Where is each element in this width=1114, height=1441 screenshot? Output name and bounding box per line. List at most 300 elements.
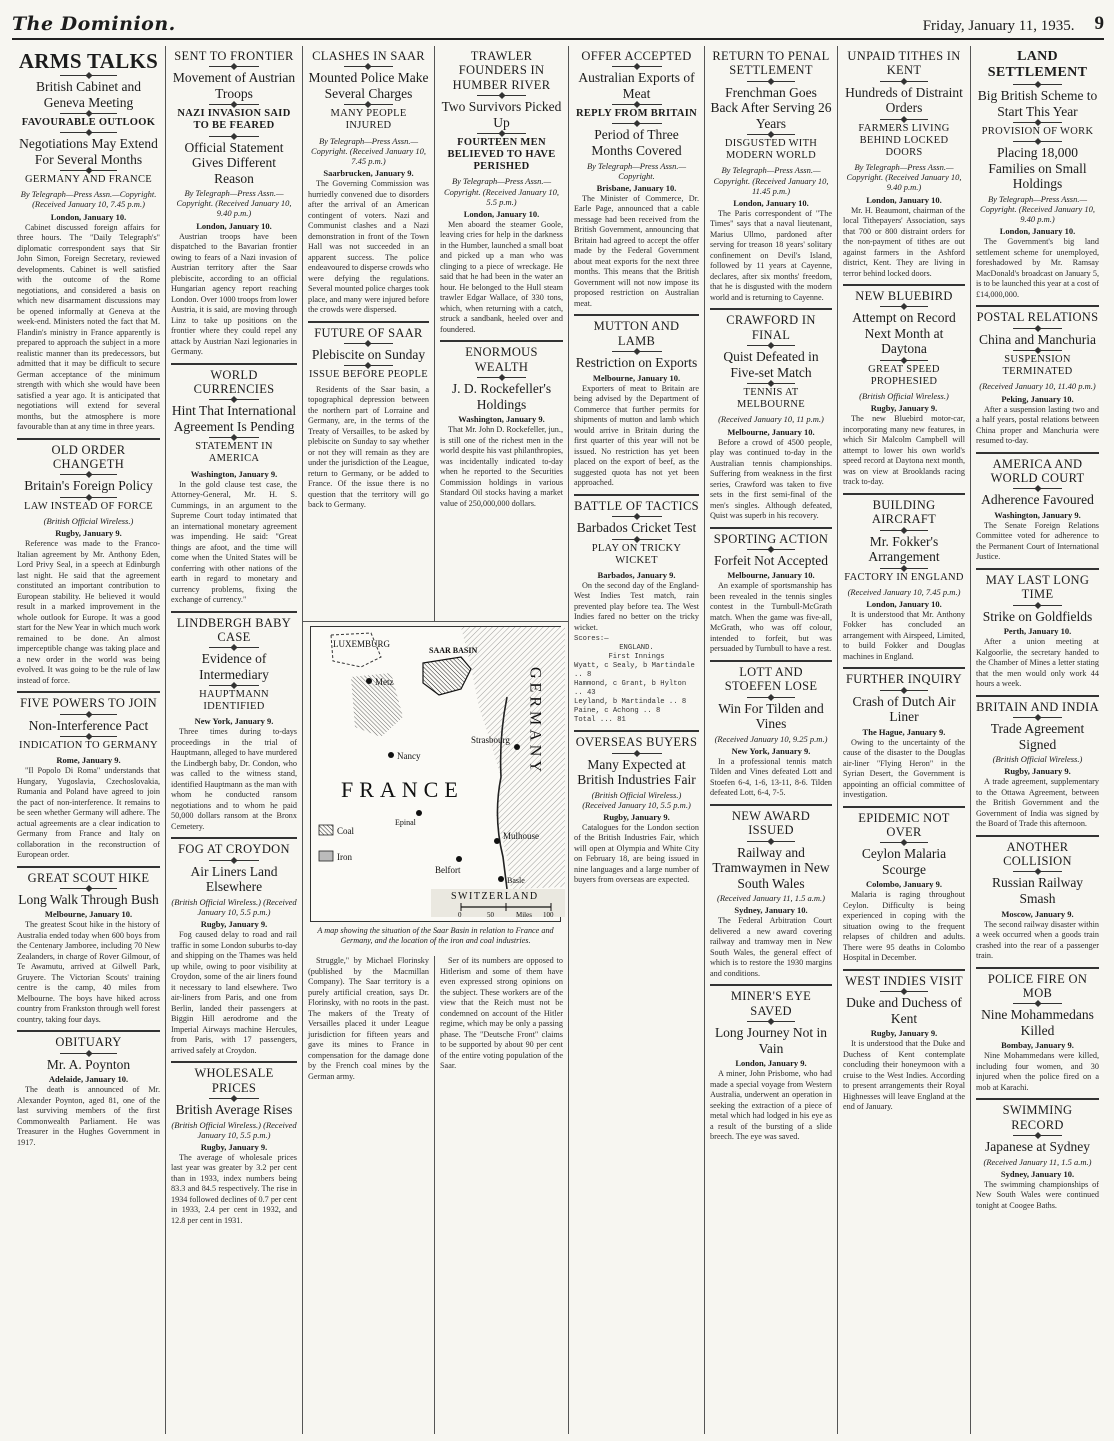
separator	[976, 835, 1099, 837]
column-1	[12, 46, 166, 1434]
masthead	[12, 6, 1104, 40]
subheadline: British Average Rises	[175, 1101, 293, 1117]
credit-line: (Received January 10, 7.45 p.m.)	[847, 586, 961, 597]
divider	[1013, 141, 1062, 142]
deck: DISGUSTED WITH MODERN WORLD	[724, 138, 818, 162]
map-label-switzerland: SWITZERLAND	[451, 891, 539, 902]
article-penal-settlement	[710, 49, 832, 303]
deck: MANY PEOPLE INJURED	[330, 108, 407, 132]
subheadline: Official Statement Gives Different Reason	[184, 139, 284, 186]
divider	[344, 343, 392, 344]
subheadline: Quist Defeated in Five-set Match	[723, 349, 819, 380]
newspaper-columns	[12, 46, 1104, 1434]
article-sporting-action	[710, 532, 832, 655]
deck: NAZI INVASION SAID TO BE FEARED	[177, 108, 291, 132]
separator	[440, 340, 563, 342]
separator	[308, 321, 429, 323]
credit-line: (Received January 10, 11 p.m.)	[718, 414, 824, 425]
score-line: Paine, c Achong .. 8	[574, 707, 661, 716]
deck: PLAY ON TRICKY WICKET	[591, 542, 682, 566]
cricket-scores	[574, 635, 699, 725]
headline: ARMS TALKS	[18, 49, 159, 73]
separator	[17, 438, 160, 440]
page-number: 9	[1094, 13, 1104, 34]
divider	[747, 383, 796, 384]
dateline: Barbados, January 9.	[597, 569, 676, 580]
subheadline: Japanese at Sydney	[985, 1139, 1090, 1155]
divider	[60, 75, 117, 76]
subheadline: Plebiscite on Sunday	[311, 346, 426, 362]
subheadline: Restriction on Exports	[575, 355, 698, 371]
map-label-nancy: Nancy	[397, 751, 421, 761]
credit-line: By Telegraph—Press Assn.—Copyright. (Received January 10, 9.40 p.m.)	[846, 161, 962, 193]
credit-line: (Received January 11, 1.5 a.m.)	[983, 1156, 1092, 1167]
article-postal-relations	[976, 310, 1099, 446]
subheadline: Mr. A. Poynton	[46, 1056, 131, 1072]
dateline: London, January 10.	[999, 226, 1076, 237]
separator	[976, 305, 1099, 307]
subheadline: Duke and Duchess of Kent	[846, 995, 962, 1026]
subheadline: Ceylon Malaria Scourge	[861, 846, 947, 877]
scale-label: 50	[487, 911, 494, 917]
dateline: Rome, January 9.	[56, 755, 121, 766]
dateline: Rugby, January 9.	[200, 1141, 268, 1152]
credit-line: (Received January 11, 1.5 a.m.)	[717, 893, 825, 904]
subheadline: Crash of Dutch Air Liner	[852, 693, 956, 725]
divider	[60, 497, 117, 498]
subheadline: Russian Railway Smash	[991, 875, 1084, 906]
divider	[747, 81, 796, 82]
article-body: The average of wholesale prices last year was greater by 3.2 per cent than in 1933, index numbers being 83.3 and 84.5 respectively. The rise in 1934 followed declines of 0.7 per cent in 1933, 2.4 per cent in 1932, and 12.8 per cent in 1931.	[171, 1152, 297, 1225]
dateline: Adelaide, January 10.	[48, 1074, 129, 1085]
headline: FIVE POWERS TO JOIN	[20, 696, 157, 711]
article-epidemic	[843, 811, 965, 964]
divider	[209, 104, 259, 105]
headline: FUTURE OF SAAR	[314, 325, 423, 340]
credit-line: (Received January 10, 9.25 p.m.)	[714, 733, 828, 744]
article-body: Malaria is raging throughout Ceylon. Difficulty is being experienced in coping with the situation owing to the frequent relapses of children and adults. There were 95 deaths in Colombo Hospital in December.	[843, 890, 965, 963]
divider	[60, 113, 117, 114]
subheadline: Attempt on Record Next Month at Daytona	[852, 310, 956, 357]
separator	[17, 691, 160, 693]
dateline: Melbourne, January 10.	[44, 909, 133, 920]
article-body: A trade agreement, supplementary to the Ottawa Agreement, between the British Government and the Government of India was signed by the Board of Trade this afternoon.	[976, 777, 1099, 829]
separator	[710, 984, 832, 986]
dateline: New York, January 9.	[731, 745, 811, 756]
separator	[843, 493, 965, 495]
map-label-strasbourg: Strasbourg	[471, 735, 510, 745]
divider	[612, 539, 662, 540]
subheadline: Hint That International Agreement Is Pending	[171, 403, 297, 434]
subheadline: Hundreds of Distraint Orders	[845, 84, 963, 116]
dateline: Bombay, January 9.	[1001, 1040, 1074, 1051]
headline: AMERICA AND WORLD COURT	[990, 456, 1085, 485]
article-body: The death is announced of Mr. Alexander Poynton, aged 81, one of the last surviving members of the first Commonwealth Parliament. He was Treasurer in the Hughes Government in 1917.	[17, 1085, 160, 1147]
divider	[1013, 717, 1062, 718]
credit-line: By Telegraph—Press Assn.—Copyright. (Received January 10, 11.45 p.m.)	[713, 165, 829, 196]
deck: REPLY FROM BRITAIN	[575, 108, 698, 120]
deck: PROVISION OF WORK	[981, 126, 1094, 138]
dateline: London, January 10.	[866, 598, 942, 609]
dateline: Perth, January 10.	[1003, 626, 1072, 637]
article-body: The second railway disaster within a week occurred when a goods train crashed into the rear of a passenger train.	[976, 919, 1099, 960]
article-body: Men aboard the steamer Goole, leaving cries for help in the darkness in the Humber, launched a small boat and picked up a man who was clinging to a piece of wreckage. He said that he had been in the water an hour. He belonged to the Hull steam trawler Edgar Wallace, of 330 tons, which, when returning with a catch, struck a sandbank, heeled over and foundered.	[440, 219, 563, 334]
score-line: First Innings	[608, 653, 665, 662]
deck: GREAT SPEED PROPHESIED	[868, 363, 940, 388]
separator	[171, 611, 297, 613]
divider	[60, 888, 117, 889]
metz-dot	[366, 678, 372, 684]
map-label-france: FRANCE	[341, 777, 464, 802]
article-body: The Federal Arbitration Court delivered a new award covering railway and tramway men in New South Wales, the general effect of which is to restore the 1930 margins and conditions.	[710, 916, 832, 978]
dateline: London, January 9.	[735, 1058, 807, 1069]
deck: SUSPENSION TERMINATED	[1002, 354, 1073, 378]
credit-line: By Telegraph—Press Assn.—Copyright. (Received January 10, 9.40 p.m.)	[176, 188, 292, 219]
article-body: The Senate Foreign Relations Committee voted for adherence to the Permanent Court of International Justice.	[976, 520, 1099, 562]
headline: ANOTHER COLLISION	[1003, 839, 1072, 869]
article-body: The Governing Commission was hurriedly convened due to disorders after the arrival of an American contingent of voters. Nazi and Communist clashes and a Nazi demonstration in front of the Town Hall was not succeeded in an apparent success. The police endeavoured to disperse crowds who were defying the regulations. Several mounted police charges took place, and many were injured before the crowds were dispersed.	[308, 179, 429, 315]
headline: WORLD CURRENCIES	[193, 367, 275, 397]
credit-line: (British Official Wireless.)	[859, 391, 949, 402]
article-lindbergh	[171, 616, 297, 833]
map-label-mulhouse: Mulhouse	[503, 831, 539, 841]
saar-map	[310, 626, 561, 922]
headline: EPIDEMIC NOT OVER	[858, 810, 950, 840]
legend-iron-swatch	[319, 851, 333, 861]
article-body: Mr. H. Beaumont, chairman of the local Tithepayers' Association, says that 700 or 800 distraint orders for the non-payment of tithes are out against farmers in the Ashford district, Kent. They are living in terror behind locked doors.	[843, 205, 965, 278]
article-police-fire	[976, 972, 1099, 1094]
divider	[1013, 1003, 1062, 1004]
article-body: Before a crowd of 4500 people, play was continued to-day in the Australian tennis championships. Suffering from weakness in the first series, Crawford was taken to five sets in the first semi-final of the men's singles. Although defeated, Quist was superb in his recovery.	[710, 437, 832, 521]
headline: CLASHES IN SAAR	[312, 49, 425, 63]
divider	[880, 81, 929, 82]
dateline: Rugby, January 9.	[870, 403, 938, 414]
article-enormous-wealth	[440, 345, 563, 509]
article-britain-india	[976, 700, 1099, 830]
map-label-epinal: Epinal	[395, 818, 416, 827]
headline: BRITAIN AND INDIA	[976, 699, 1099, 714]
divider	[612, 351, 662, 352]
article-body: The Minister of Commerce, Dr. Earle Page, announced that a cable message had been received from the British Government, announcing that Britain had agreed to accept the offer made by the Federal Government about meat exports for the next three months. This means that the British Government will not now impose its proposed restriction on Australian meat.	[574, 193, 699, 308]
dateline: Saarbrucken, January 9.	[323, 168, 414, 179]
divider	[209, 399, 259, 400]
article-overseas-buyers	[574, 735, 699, 886]
separator	[976, 452, 1099, 454]
subheadline: Many Expected at British Industries Fair	[577, 756, 696, 788]
separator	[710, 660, 832, 662]
headline: RETURN TO PENAL SETTLEMENT	[712, 49, 830, 78]
subheadline: Mounted Police Make Several Charges	[308, 70, 429, 101]
scale-label: Miles	[516, 911, 532, 917]
divider	[209, 66, 259, 67]
map-legend-coal: Coal	[337, 826, 354, 836]
divider	[1013, 328, 1062, 329]
column-4	[435, 46, 569, 621]
article-sent-to-frontier	[171, 49, 297, 358]
article-body: In a professional tennis match Tilden and Vines defeated Lott and Stoefen 6-4, 1-6, 13-11, 8-6. Tilden defeated Lott, 6-4, 7-5.	[710, 756, 832, 798]
headline: ENORMOUS WEALTH	[465, 345, 538, 374]
map-svg	[311, 627, 565, 917]
subheadline: Forfeit Not Accepted	[714, 552, 828, 568]
credit-line: By Telegraph—Press Assn.—Copyright. (Received January 10, 7.45 p.m.)	[20, 189, 157, 210]
divider	[880, 360, 929, 361]
subheadline: Movement of Austrian Troops	[172, 70, 296, 101]
credit-line: (Received January 10, 11.40 p.m.)	[979, 381, 1096, 392]
deck: HAUPTMANN IDENTIFIED	[199, 689, 269, 713]
divider	[1013, 871, 1062, 872]
column-7	[838, 46, 971, 1434]
map-label-metz: Metz	[375, 677, 394, 687]
dateline: London, January 10.	[733, 197, 809, 208]
divider	[612, 104, 662, 105]
map-legend-iron: Iron	[337, 852, 352, 862]
article-arms-talks	[17, 50, 160, 433]
separator	[976, 967, 1099, 969]
article-body: Residents of the Saar basin, a topographical depression between the northern part of Lorraine and Germany, are, in the terms of the Treaty of Versailles, to be asked by plebiscite on Sunday to say whether or not they will remain as they are under the jurisdiction of the League, return to Germany, or be added to France. Of the issue there is no question that the territory will go back to Germany.	[308, 384, 429, 510]
headline: SENT TO FRONTIER	[174, 49, 294, 63]
headline: OFFER ACCEPTED	[581, 49, 692, 63]
subheadline: Period of Three Months Covered	[591, 127, 682, 158]
scores-heading: Scores:—	[574, 635, 609, 644]
subheadline: Win For Tilden and Vines	[718, 700, 824, 732]
divider	[1013, 350, 1062, 351]
subheadline: Barbados Cricket Test	[576, 520, 697, 536]
score-line: ENGLAND.	[619, 644, 654, 653]
article-body: The swimming championships of New South Wales were continued tonight at Coogee Baths.	[976, 1179, 1099, 1210]
dateline: Washington, January 9.	[994, 509, 1081, 520]
headline: LAND SETTLEMENT	[987, 49, 1088, 81]
headline: OBITUARY	[55, 1035, 122, 1050]
deck: LAW INSTEAD OF FORCE	[24, 500, 153, 512]
scale-label: 0	[458, 911, 462, 917]
headline: FURTHER INQUIRY	[846, 672, 962, 687]
article-building-aircraft	[843, 498, 965, 663]
scale-label: 100	[543, 911, 554, 917]
dateline: Rugby, January 9.	[200, 919, 268, 930]
basle-dot	[498, 876, 504, 882]
dateline: Rugby, January 9.	[55, 528, 122, 539]
article-further-inquiry	[843, 672, 965, 800]
divider	[60, 1053, 117, 1054]
subheadline: Britain's Foreign Policy	[24, 478, 153, 494]
article-body: Cabinet discussed foreign affairs for three hours. The "Daily Telegraph's" diplomatic correspondent says that Sir John Simon, Foreign Secretary, reviewed developments. Cabinet is well satisfied with the outcome of the Rome negotiations, and considered a basis on which new disarmament discussions may be opened informally at Geneva at the week-end. Ministers noted the fact that M. Flandin's ministry in France apparently is prepared to approach the subject in a more realistic manner than its predecessors, but admitted that it may be difficult to secure German acceptance of the minimum strength with which she would have been satisfied a year ago. It is anticipated that negotiations will extend for several months, but the atmosphere is more favourable than at any time in three years.	[17, 222, 160, 432]
subheadline: Adherence Favoured	[981, 492, 1094, 508]
headline: NEW BLUEBIRD	[855, 289, 953, 304]
article-body: An example of sportsmanship has been revealed in the tennis singles contest in the Turnbull-McGrath match. When the game was five-all, McGrath, who was off colour, intended to forfeit, but was persuaded by Turnbull to have a rest.	[710, 581, 832, 654]
article-future-saar	[308, 326, 429, 511]
headline: BUILDING AIRCRAFT	[871, 497, 937, 527]
article-another-collision	[976, 840, 1099, 962]
divider	[60, 474, 117, 475]
divider	[477, 133, 526, 134]
column-8	[971, 46, 1104, 1434]
dateline: Peking, January 10.	[1001, 393, 1074, 404]
map-label-germany: GERMANY	[526, 667, 544, 776]
divider	[209, 1098, 259, 1099]
article-america-world-court	[976, 457, 1099, 563]
map-label-saar-basin: SAAR BASIN	[429, 646, 478, 655]
deck: GERMANY AND FRANCE	[25, 174, 152, 186]
divider	[209, 437, 259, 438]
article-lott-stoefen	[710, 665, 832, 799]
dateline: London, January 10.	[50, 211, 127, 222]
separator	[976, 568, 1099, 570]
credit-line: (British Official Wireless.) (Received January 10, 5.5 p.m.)	[171, 896, 297, 918]
article-body: "Il Popolo Di Roma" understands that Hungary, Yugoslavia, Czechoslovakia, Rumania and Poland have agreed to join the pact of non-interference. It remains to be seen whether Germany will adhere. The actual agreements are a clear indication to Germany from France and Italy on collaboration in the reconstruction of European order.	[17, 766, 160, 860]
divider	[209, 685, 259, 686]
divider	[60, 714, 117, 715]
dateline: Moscow, January 9.	[1001, 908, 1074, 919]
deck: FAVOURABLE OUTLOOK	[21, 117, 156, 129]
article-body: The Paris correspondent of "The Times" says that a naval lieutenant, Marius Ullmo, pardoned after serving for treason 18 years' solitary confinement on Devil's Island, followed by 11 years at Cayenne, declares, after six months' freedom, that he is disgusted with the modern world and is returning to Cayenne.	[710, 208, 832, 302]
divider	[477, 95, 526, 96]
dateline: Sydney, January 10.	[734, 905, 808, 916]
subheadline: J. D. Rockefeller's Holdings	[451, 381, 552, 412]
divider	[209, 136, 259, 137]
headline: BATTLE OF TACTICS	[574, 498, 699, 513]
headline: NEW AWARD ISSUED	[731, 808, 811, 838]
divider	[344, 66, 392, 67]
deck: FACTORY IN ENGLAND	[844, 571, 964, 583]
article-may-last-long	[976, 573, 1099, 690]
article-miners-eye	[710, 989, 832, 1142]
credit-line: By Telegraph—Press Assn.—Copyright. (Received January 10, 9.40 p.m.)	[980, 193, 1095, 225]
separator	[574, 730, 699, 732]
article-new-award	[710, 809, 832, 979]
divider	[880, 306, 929, 307]
divider	[1013, 84, 1062, 85]
headline: TRAWLER FOUNDERS IN HUMBER RIVER	[452, 49, 551, 92]
article-body: It is understood that Mr. Anthony Fokker has concluded an arrangement with Airspeed, Limited, to build Fokker and Douglas machines in England.	[843, 609, 965, 661]
article-west-indies-visit	[843, 974, 965, 1113]
divider	[747, 134, 796, 135]
divider	[344, 104, 392, 105]
article-body: Struggle," by Michael Florinsky (published by the Macmillan Company). The Saar territory is a purely artificial creation, says Dr. Florinsky, with no roots in the past. The makers of the Treaty of Versailles placed it under League jurisdiction for fifteen years and gave its mines to France in compensation for the damage done by the French coal mines by the German army.	[308, 956, 429, 1081]
headline: MUTTON AND LAMB	[593, 319, 680, 348]
divider	[747, 697, 796, 698]
column-2	[166, 46, 303, 1434]
subheadline: Strike on Goldfields	[982, 608, 1093, 624]
article-wholesale-prices	[171, 1066, 297, 1226]
article-body: It is understood that the Duke and Duchess of Kent contemplate concluding their honeymoon with a cruise to the West Indies. According to present arrangements their Royal Highnesses will leave England at the end of January.	[843, 1039, 965, 1112]
map-figure	[303, 621, 569, 956]
article-body: Ser of its numbers are opposed to Hitlerism and some of them have even expressed strong opinions on the subject. These workers are of the view that the Reich must not be condemned on account of the Hitler regime, which may be only a passing phase. The "Deutsche Front" claims to be supported by about 90 per cent of the entire voting population of the Saar.	[440, 956, 563, 1070]
mulhouse-dot	[494, 838, 500, 844]
strasbourg-dot	[514, 744, 520, 750]
separator	[171, 837, 297, 839]
headline: SWIMMING RECORD	[1002, 1103, 1073, 1132]
deck: FOURTEEN MEN BELIEVED TO HAVE PERISHED	[447, 137, 556, 173]
legend-coal-swatch	[319, 825, 333, 835]
column-6	[705, 46, 838, 1434]
deck: ISSUE BEFORE PEOPLE	[309, 369, 428, 381]
separator	[976, 1098, 1099, 1100]
headline: POLICE FIRE ON MOB	[987, 971, 1088, 1000]
divider	[880, 530, 929, 531]
article-swimming-record	[976, 1103, 1099, 1211]
article-body: Three times during to-days proceedings in the trial of Hauptmann, alleged to have murdered the Lindbergh baby, Dr. Condon, who was called to the witness stand, identified Hauptmann as the man with whom he conducted ransom negotiations and to whom he paid 50,000 dollars ransom at the Bronx Cemetery.	[171, 727, 297, 831]
article-trawler	[440, 49, 563, 335]
column-4-lower	[435, 956, 569, 1434]
headline: MINER'S EYE SAVED	[730, 989, 812, 1018]
subheadline: Railway and Tramwaymen in New South Wales	[712, 844, 830, 891]
article-body: Catalogues for the London section of the British Industries Fair, which will open at Olympia and White City on February 18, are being issued in nine languages and a large number of buyers from overseas are expected.	[574, 822, 699, 885]
separator	[574, 494, 699, 496]
dateline: London, January 10.	[463, 208, 540, 219]
headline: FOG AT CROYDON	[178, 842, 290, 857]
separator	[710, 804, 832, 806]
headline: WEST INDIES VISIT	[845, 973, 963, 988]
headline: CRAWFORD IN FINAL	[726, 313, 816, 342]
dateline: Melbourne, January 10.	[727, 570, 815, 581]
article-body: In the gold clause test case, the Attorney-General, Mr. H. S. Cummings, in an argument to the Supreme Court today intimated that an international monetary agreement was impending. He said: "Great things are afoot, and the time will come when the United States will be conferring with other nations of the earth in regard to monetary and currency problems, fixing the exchange of currency."	[171, 479, 297, 605]
belfort-dot	[456, 856, 462, 862]
subheadline: Nine Mohammedans Killed	[981, 1007, 1094, 1038]
credit-line: (British Official Wireless.) (Received January 10, 5.5 p.m.)	[171, 1119, 297, 1140]
article-body: The Government's big land settlement scheme for unemployed, foreshadowed by Mr. Ramsay MacDonald's broadcast on January 5, is to be launched this year at a cost of £14,000,000.	[976, 237, 1100, 299]
article-body: Fog caused delay to road and rail traffic in some London suburbs to-day and shipping on the Thames was held up while, owing to poor visibility at Croydon, some of the air liners found it necessary to land elsewhere. Two air-liners from Paris, and one from Berlin, landed their passengers at Biggin Hill aerodrome and the Imperial Airways machine Hercules, from Paris, with 17 passengers, arrived safely at Croydon.	[171, 930, 297, 1055]
headline: POSTAL RELATIONS	[976, 310, 1099, 325]
divider	[60, 170, 117, 171]
article-body: After a union meeting at Kalgoorlie, the secretary handed to the Chamber of Mines a letter stating that the men would only work 44 hours a week.	[976, 637, 1099, 689]
credit-line: By Telegraph—Press Assn.—Copyright.	[586, 160, 687, 181]
map-label-basle: Basle	[507, 876, 525, 885]
article-new-bluebird	[843, 289, 965, 488]
divider	[1013, 605, 1062, 606]
score-line: Leyland, b Martindale .. 8	[574, 698, 687, 707]
headline: MAY LAST LONG TIME	[985, 572, 1090, 602]
subheadline: Long Journey Not in Vain	[714, 1025, 828, 1056]
dateline: Brisbane, January 10.	[596, 182, 677, 193]
dateline: Rugby, January 9.	[1004, 766, 1071, 777]
headline: UNPAID TITHES IN KENT	[847, 49, 961, 78]
column-3-lower	[303, 956, 435, 1434]
subheadline: Placing 18,000 Families on Small Holdings	[988, 145, 1087, 192]
divider	[1013, 1135, 1062, 1136]
dateline: The Hague, January 9.	[862, 726, 946, 737]
map-label-luxemburg: LUXEMBURG	[333, 639, 391, 649]
headline: OVERSEAS BUYERS	[575, 735, 698, 750]
score-line: Wyatt, c Sealy, b Martindale .. 8	[574, 662, 695, 680]
article-body: On the second day of the England-West Indies Test match, rain prevented play before tea. The West Indies fared no better on the tricky wicket.	[574, 580, 699, 632]
divider	[60, 736, 117, 737]
headline: LOTT AND STOEFEN LOSE	[724, 664, 818, 694]
dateline: Melbourne, January 10.	[727, 426, 815, 437]
dateline: Sydney, January 10.	[1000, 1168, 1075, 1179]
article-body: The new Bluebird motor-car, incorporating many new features, in which Sir Malcolm Campbell will attempt to lower his own world's speed record at Daytona next month, was on view at Brooklands racing track to-day.	[843, 414, 965, 487]
subheadline: Negotiations May Extend For Several Months	[19, 136, 158, 167]
headline: SPORTING ACTION	[713, 531, 829, 546]
score-line: Total ... 81	[574, 716, 626, 725]
article-body: The greatest Scout hike in the history of Australia ended today when 600 boys from the Centenary Jamboree, including 70 New Zealanders, in charge of Rover Gilmour, of Te Awamutu, arrived at Gilwell Park, Gruyere. The Victorian Scouts' training centre is the camp, 40 miles from Melbourne. The boys have hiked across country from Frankston through well forest country, taking four days.	[17, 920, 160, 1024]
column-5	[569, 46, 705, 1434]
article-mutton-lamb	[574, 319, 699, 488]
divider	[612, 753, 662, 754]
subheadline: Non-Interference Pact	[28, 717, 149, 733]
column-3	[303, 46, 435, 621]
article-body: After a suspension lasting two and a half years, postal relations between China proper and Manchuria were resumed to-day.	[976, 404, 1099, 446]
divider	[209, 860, 259, 861]
divider	[880, 690, 929, 691]
subheadline: Two Survivors Picked Up	[441, 99, 562, 130]
subheadline: Frenchman Goes Back After Serving 26 Years	[710, 84, 832, 131]
dateline: Washington, January 9.	[458, 414, 545, 425]
map-label-belfort: Belfort	[435, 865, 461, 875]
separator	[574, 314, 699, 316]
issue-date: Friday, January 11, 1935.	[922, 18, 1075, 34]
divider	[747, 1021, 796, 1022]
headline: GREAT SCOUT HIKE	[27, 870, 150, 885]
